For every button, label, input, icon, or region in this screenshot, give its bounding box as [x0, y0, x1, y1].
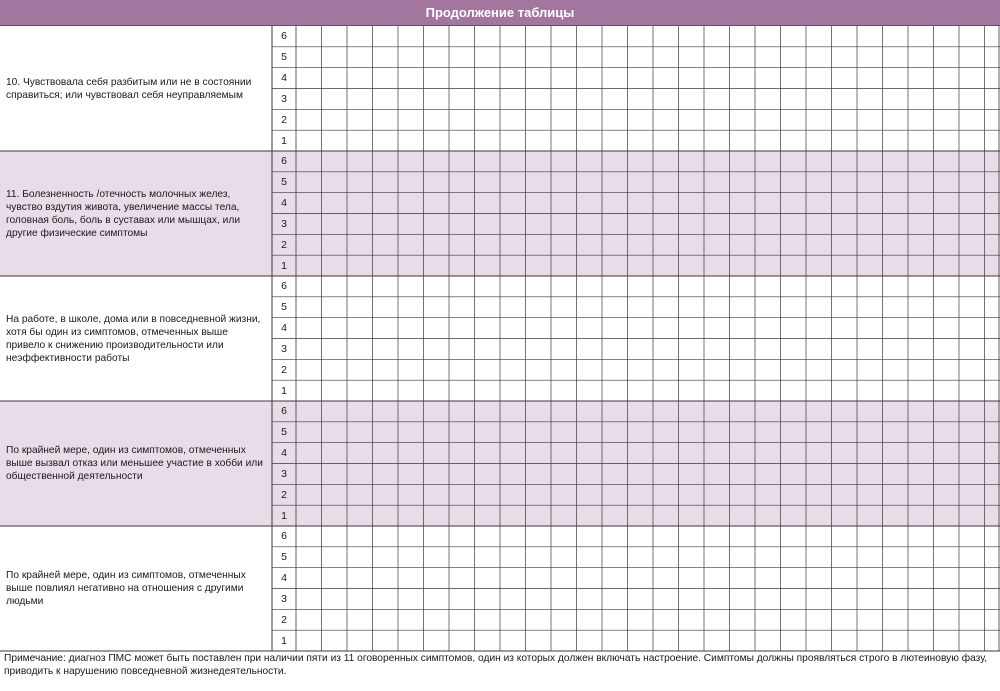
symptom-text: По крайней мере, один из симптомов, отмеченных выше вызвал отказ или меньшее участие в хобби или общественной деятельности — [6, 445, 263, 482]
rating-grid — [272, 401, 1000, 526]
symptom-text: 10. Чувствовала себя разбитым или не в состоянии справиться; или чувствовал себя неуправляемым — [6, 76, 252, 101]
symptom-section — [0, 276, 1000, 401]
scale-label: 3 — [281, 217, 287, 230]
symptom-description — [0, 151, 272, 276]
rating-grid — [272, 526, 1000, 651]
footnote: Примечание: диагноз ПМС может быть поставлен при наличии пяти из 11 оговоренных симптомов, один из которых должен включать настроение. Симптомы должны проявляться строго в лютеиновую фазу, приводить к нарушению повседневной жизнедеятельности. — [4, 653, 988, 677]
scale-label: 3 — [281, 92, 287, 105]
rating-grid — [272, 26, 1000, 151]
symptom-section — [0, 151, 1000, 276]
header-title: Продолжение таблицы — [425, 5, 575, 20]
scale-label: 4 — [281, 322, 287, 335]
scale-label: 2 — [281, 613, 287, 626]
scale-label: 6 — [281, 155, 287, 168]
symptom-text: По крайней мере, один из симптомов, отмеченных выше повлиял негативно на отношения с другими людьми — [6, 570, 246, 607]
scale-label: 4 — [281, 572, 287, 585]
symptom-section — [0, 26, 1000, 151]
scale-label: 5 — [281, 426, 287, 439]
table-continuation-header — [0, 0, 1000, 26]
symptom-description — [0, 276, 272, 401]
symptom-description — [0, 401, 272, 526]
symptom-text: На работе, в школе, дома или в повседневной жизни, хотя бы один из симптомов, отмеченных выше привело к снижению производительности или неэффективности работы — [6, 313, 261, 364]
symptom-description — [0, 526, 272, 651]
scale-label: 6 — [281, 30, 287, 43]
rating-grid — [272, 151, 1000, 276]
symptom-description — [0, 26, 272, 151]
scale-label: 6 — [281, 405, 287, 418]
scale-label: 1 — [281, 384, 287, 397]
scale-label: 5 — [281, 176, 287, 189]
scale-label: 1 — [281, 134, 287, 147]
scale-label: 3 — [281, 592, 287, 605]
scale-label: 5 — [281, 551, 287, 564]
scale-label: 4 — [281, 197, 287, 210]
scale-label: 2 — [281, 113, 287, 126]
scale-label: 2 — [281, 363, 287, 376]
scale-label: 4 — [281, 72, 287, 85]
scale-label: 2 — [281, 488, 287, 501]
rating-grid — [272, 276, 1000, 401]
symptom-section — [0, 526, 1000, 651]
scale-label: 3 — [281, 342, 287, 355]
scale-label: 1 — [281, 634, 287, 647]
scale-label: 6 — [281, 280, 287, 293]
scale-label: 6 — [281, 530, 287, 543]
symptom-text: 11. Болезненность /отечность молочных желез, чувство вздутия живота, увеличение массы тела, головная боль, боль в суставах или мышцах, или другие физические симптомы — [6, 188, 241, 239]
scale-label: 1 — [281, 509, 287, 522]
scale-label: 4 — [281, 447, 287, 460]
scale-label: 5 — [281, 51, 287, 64]
scale-label: 3 — [281, 467, 287, 480]
scale-label: 2 — [281, 238, 287, 251]
symptom-section — [0, 401, 1000, 526]
scale-label: 1 — [281, 259, 287, 272]
scale-label: 5 — [281, 301, 287, 314]
